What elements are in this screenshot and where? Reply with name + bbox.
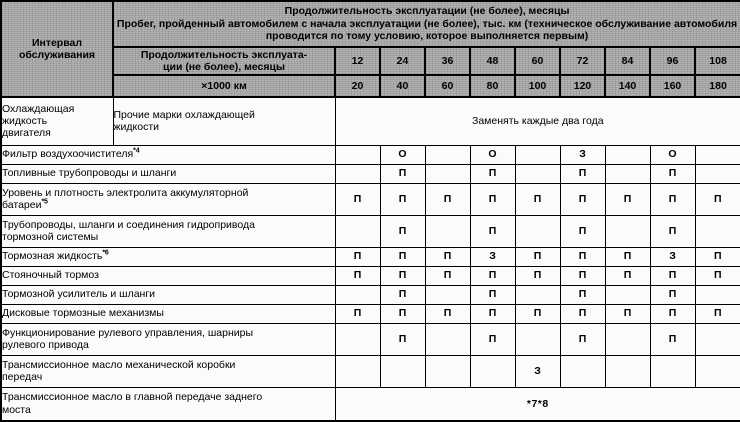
row-span-footnote-rear-axle: *7*8: [335, 387, 740, 421]
cell-r9-c1: [335, 323, 380, 355]
cell-r5-c3: П: [425, 247, 470, 266]
cell-r7-c8: П: [650, 285, 695, 304]
cell-r8-c6: П: [560, 304, 605, 323]
cell-r5-c8: З: [650, 247, 695, 266]
cell-r9-c5: [515, 323, 560, 355]
cell-r5-c5: П: [515, 247, 560, 266]
row-label-gearbox-oil: [1, 355, 335, 387]
table-row: [1, 266, 740, 285]
table-row: [1, 247, 740, 266]
cell-r5-c2: П: [380, 247, 425, 266]
interval-header-line1: Интервал: [31, 36, 83, 49]
month-col-36: 36: [425, 47, 470, 75]
cell-r2-c8: П: [650, 164, 695, 183]
row-label-battery-electrolyte: [1, 183, 335, 215]
row-label-line1: Уровень и плотность электролита аккумуляторной: [2, 186, 249, 199]
cell-r10-c4: [470, 355, 515, 387]
cell-r4-c5: [515, 215, 560, 247]
cell-r1-c2: О: [380, 145, 425, 164]
cell-r8-c9: П: [695, 304, 740, 323]
km-col-140: 140: [605, 75, 650, 97]
row-label-brake-booster: [1, 285, 335, 304]
interval-header-line2: обслуживания: [18, 49, 96, 61]
cell-r2-c3: [425, 164, 470, 183]
row-label-text: Топливные трубопроводы и шланги: [2, 167, 177, 180]
cell-r9-c8: П: [650, 323, 695, 355]
row-label-footnote: *5: [41, 198, 48, 206]
cell-r7-c2: П: [380, 285, 425, 304]
cell-r1-c9: [695, 145, 740, 164]
cell-r2-c2: П: [380, 164, 425, 183]
months-row-label-line2: ции (не более), месяцы: [163, 61, 285, 73]
table-row: [1, 285, 740, 304]
month-col-12: 12: [335, 47, 380, 75]
cell-r4-c6: П: [560, 215, 605, 247]
month-col-48: 48: [470, 47, 515, 75]
cell-r8-c5: П: [515, 304, 560, 323]
km-col-60: 60: [425, 75, 470, 97]
row-label-parking-brake: [1, 266, 335, 285]
row-label-text: Тормозная жидкость: [2, 250, 103, 263]
cell-r5-c1: П: [335, 247, 380, 266]
cell-r4-c8: П: [650, 215, 695, 247]
cell-r5-c9: П: [695, 247, 740, 266]
row-label-coolant: [1, 97, 113, 145]
cell-r4-c2: П: [380, 215, 425, 247]
cell-r6-c8: П: [650, 266, 695, 285]
cell-r5-c4: З: [470, 247, 515, 266]
duration-mileage-header-cell: [113, 1, 740, 47]
cell-r3-c6: П: [560, 183, 605, 215]
cell-r2-c7: [605, 164, 650, 183]
month-col-72: 72: [560, 47, 605, 75]
cell-r7-c7: [605, 285, 650, 304]
cell-r7-c9: [695, 285, 740, 304]
cell-r10-c1: [335, 355, 380, 387]
cell-r10-c2: [380, 355, 425, 387]
row-label-steering: [1, 323, 335, 355]
table-row: [1, 183, 740, 215]
row-label-line2-wrap: [2, 199, 335, 211]
cell-r6-c4: П: [470, 266, 515, 285]
cell-r6-c9: П: [695, 266, 740, 285]
row-label-brake-fluid: [1, 247, 335, 266]
header-row-title: [1, 1, 740, 47]
table-row: [1, 215, 740, 247]
cell-r3-c5: П: [515, 183, 560, 215]
month-col-84: 84: [605, 47, 650, 75]
row-label-text: Фильтр воздухоочистителя: [2, 148, 134, 161]
cell-r7-c4: П: [470, 285, 515, 304]
km-col-40: 40: [380, 75, 425, 97]
cell-r7-c6: П: [560, 285, 605, 304]
cell-r6-c6: П: [560, 266, 605, 285]
cell-r3-c9: П: [695, 183, 740, 215]
cell-r4-c4: П: [470, 215, 515, 247]
cell-r3-c4: П: [470, 183, 515, 215]
months-row-label-line1: Продолжительность эксплуата-: [140, 48, 308, 61]
row-label-line2: рулевого привода: [2, 339, 89, 351]
cell-r1-c5: [515, 145, 560, 164]
km-col-20: 20: [335, 75, 380, 97]
cell-r7-c5: [515, 285, 560, 304]
cell-r7-c1: [335, 285, 380, 304]
row-label-fuel-lines: [1, 164, 335, 183]
cell-r9-c9: [695, 323, 740, 355]
cell-r6-c1: П: [335, 266, 380, 285]
interval-header-cell: [1, 1, 113, 97]
row-label-line2: батареи: [2, 199, 42, 211]
cell-r4-c7: [605, 215, 650, 247]
cell-r4-c3: [425, 215, 470, 247]
row-label-line1: Трубопроводы, шланги и соединения гидропривода: [2, 218, 255, 231]
row-label-text: Стояночный тормоз: [2, 269, 99, 282]
row-label-text: Дисковые тормозные механизмы: [2, 307, 164, 320]
month-col-60: 60: [515, 47, 560, 75]
month-col-96: 96: [650, 47, 695, 75]
table-row: [1, 323, 740, 355]
month-col-108: 108: [695, 47, 740, 75]
km-row-label-cell: ×1000 км: [113, 75, 335, 97]
row-sublabel-line1: Прочие марки охлаждающей: [113, 108, 255, 121]
cell-r1-c1: [335, 145, 380, 164]
cell-r10-c5: З: [515, 355, 560, 387]
row-label-rear-axle-oil: [1, 387, 335, 421]
cell-r1-c8: О: [650, 145, 695, 164]
cell-r3-c2: П: [380, 183, 425, 215]
cell-r9-c7: [605, 323, 650, 355]
cell-r6-c2: П: [380, 266, 425, 285]
row-label-line2: тормозной системы: [2, 231, 99, 243]
cell-r5-c6: П: [560, 247, 605, 266]
row-label-line1: Трансмиссионное масло механической коробки: [2, 358, 236, 371]
cell-r4-c9: [695, 215, 740, 247]
row-label-brake-hydraulic-lines: [1, 215, 335, 247]
cell-r4-c1: [335, 215, 380, 247]
cell-r8-c2: П: [380, 304, 425, 323]
cell-r2-c4: П: [470, 164, 515, 183]
cell-r6-c3: П: [425, 266, 470, 285]
cell-r3-c8: П: [650, 183, 695, 215]
table-row: [1, 97, 740, 145]
table-row: [1, 387, 740, 421]
cell-r10-c9: [695, 355, 740, 387]
km-col-120: 120: [560, 75, 605, 97]
cell-r2-c5: [515, 164, 560, 183]
row-label-line1: Функционирование рулевого управления, шарниры: [2, 326, 254, 339]
row-label-text: Тормозной усилитель и шланги: [2, 288, 156, 301]
cell-r8-c1: П: [335, 304, 380, 323]
cell-r3-c7: П: [605, 183, 650, 215]
cell-r1-c4: О: [470, 145, 515, 164]
cell-r8-c3: П: [425, 304, 470, 323]
cell-r5-c7: П: [605, 247, 650, 266]
cell-r8-c7: П: [605, 304, 650, 323]
row-label-line2: моста: [2, 403, 31, 416]
row-label-air-filter: [1, 145, 335, 164]
cell-r6-c5: П: [515, 266, 560, 285]
row-label-line1: Охлаждающая: [2, 102, 75, 115]
cell-r9-c6: П: [560, 323, 605, 355]
row-label-footnote: *6: [102, 249, 109, 257]
row-sublabel-coolant-other-brands: [113, 97, 335, 145]
row-sublabel-line2: жидкости: [113, 121, 159, 134]
cell-r2-c9: [695, 164, 740, 183]
km-col-180: 180: [695, 75, 740, 97]
cell-r1-c6: З: [560, 145, 605, 164]
table-row: [1, 355, 740, 387]
km-col-80: 80: [470, 75, 515, 97]
cell-r7-c3: [425, 285, 470, 304]
row-span-note-coolant: Заменять каждые два года: [335, 97, 740, 145]
km-col-160: 160: [650, 75, 695, 97]
month-col-24: 24: [380, 47, 425, 75]
cell-r1-c3: [425, 145, 470, 164]
table-row: [1, 145, 740, 164]
cell-r10-c3: [425, 355, 470, 387]
months-row-label-cell: [113, 47, 335, 75]
mileage-subtitle: Пробег, пройденный автомобилем с начала эксплуатации (не более), тыс. км (техническое обслуживание автомобиля проводится по тому условию, которое выполняется первым): [116, 17, 738, 43]
row-label-line2: жидкость: [2, 115, 48, 128]
cell-r3-c1: П: [335, 183, 380, 215]
row-label-footnote: *4: [133, 147, 140, 155]
row-label-line1: Трансмиссионное масло в главной передаче заднего: [2, 391, 263, 404]
cell-r1-c7: [605, 145, 650, 164]
duration-title: Продолжительность эксплуатации (не более), месяцы: [284, 5, 570, 18]
cell-r2-c6: П: [560, 164, 605, 183]
cell-r3-c3: П: [425, 183, 470, 215]
row-label-line2: передач: [2, 371, 43, 383]
row-label-disc-brakes: [1, 304, 335, 323]
cell-r10-c6: [560, 355, 605, 387]
km-col-100: 100: [515, 75, 560, 97]
cell-r9-c3: [425, 323, 470, 355]
cell-r10-c7: [605, 355, 650, 387]
cell-r8-c4: П: [470, 304, 515, 323]
cell-r9-c2: П: [380, 323, 425, 355]
cell-r8-c8: П: [650, 304, 695, 323]
cell-r2-c1: [335, 164, 380, 183]
table-row: [1, 164, 740, 183]
cell-r6-c7: П: [605, 266, 650, 285]
table-row: [1, 304, 740, 323]
cell-r10-c8: [650, 355, 695, 387]
row-label-line3: двигателя: [2, 127, 51, 140]
cell-r9-c4: П: [470, 323, 515, 355]
